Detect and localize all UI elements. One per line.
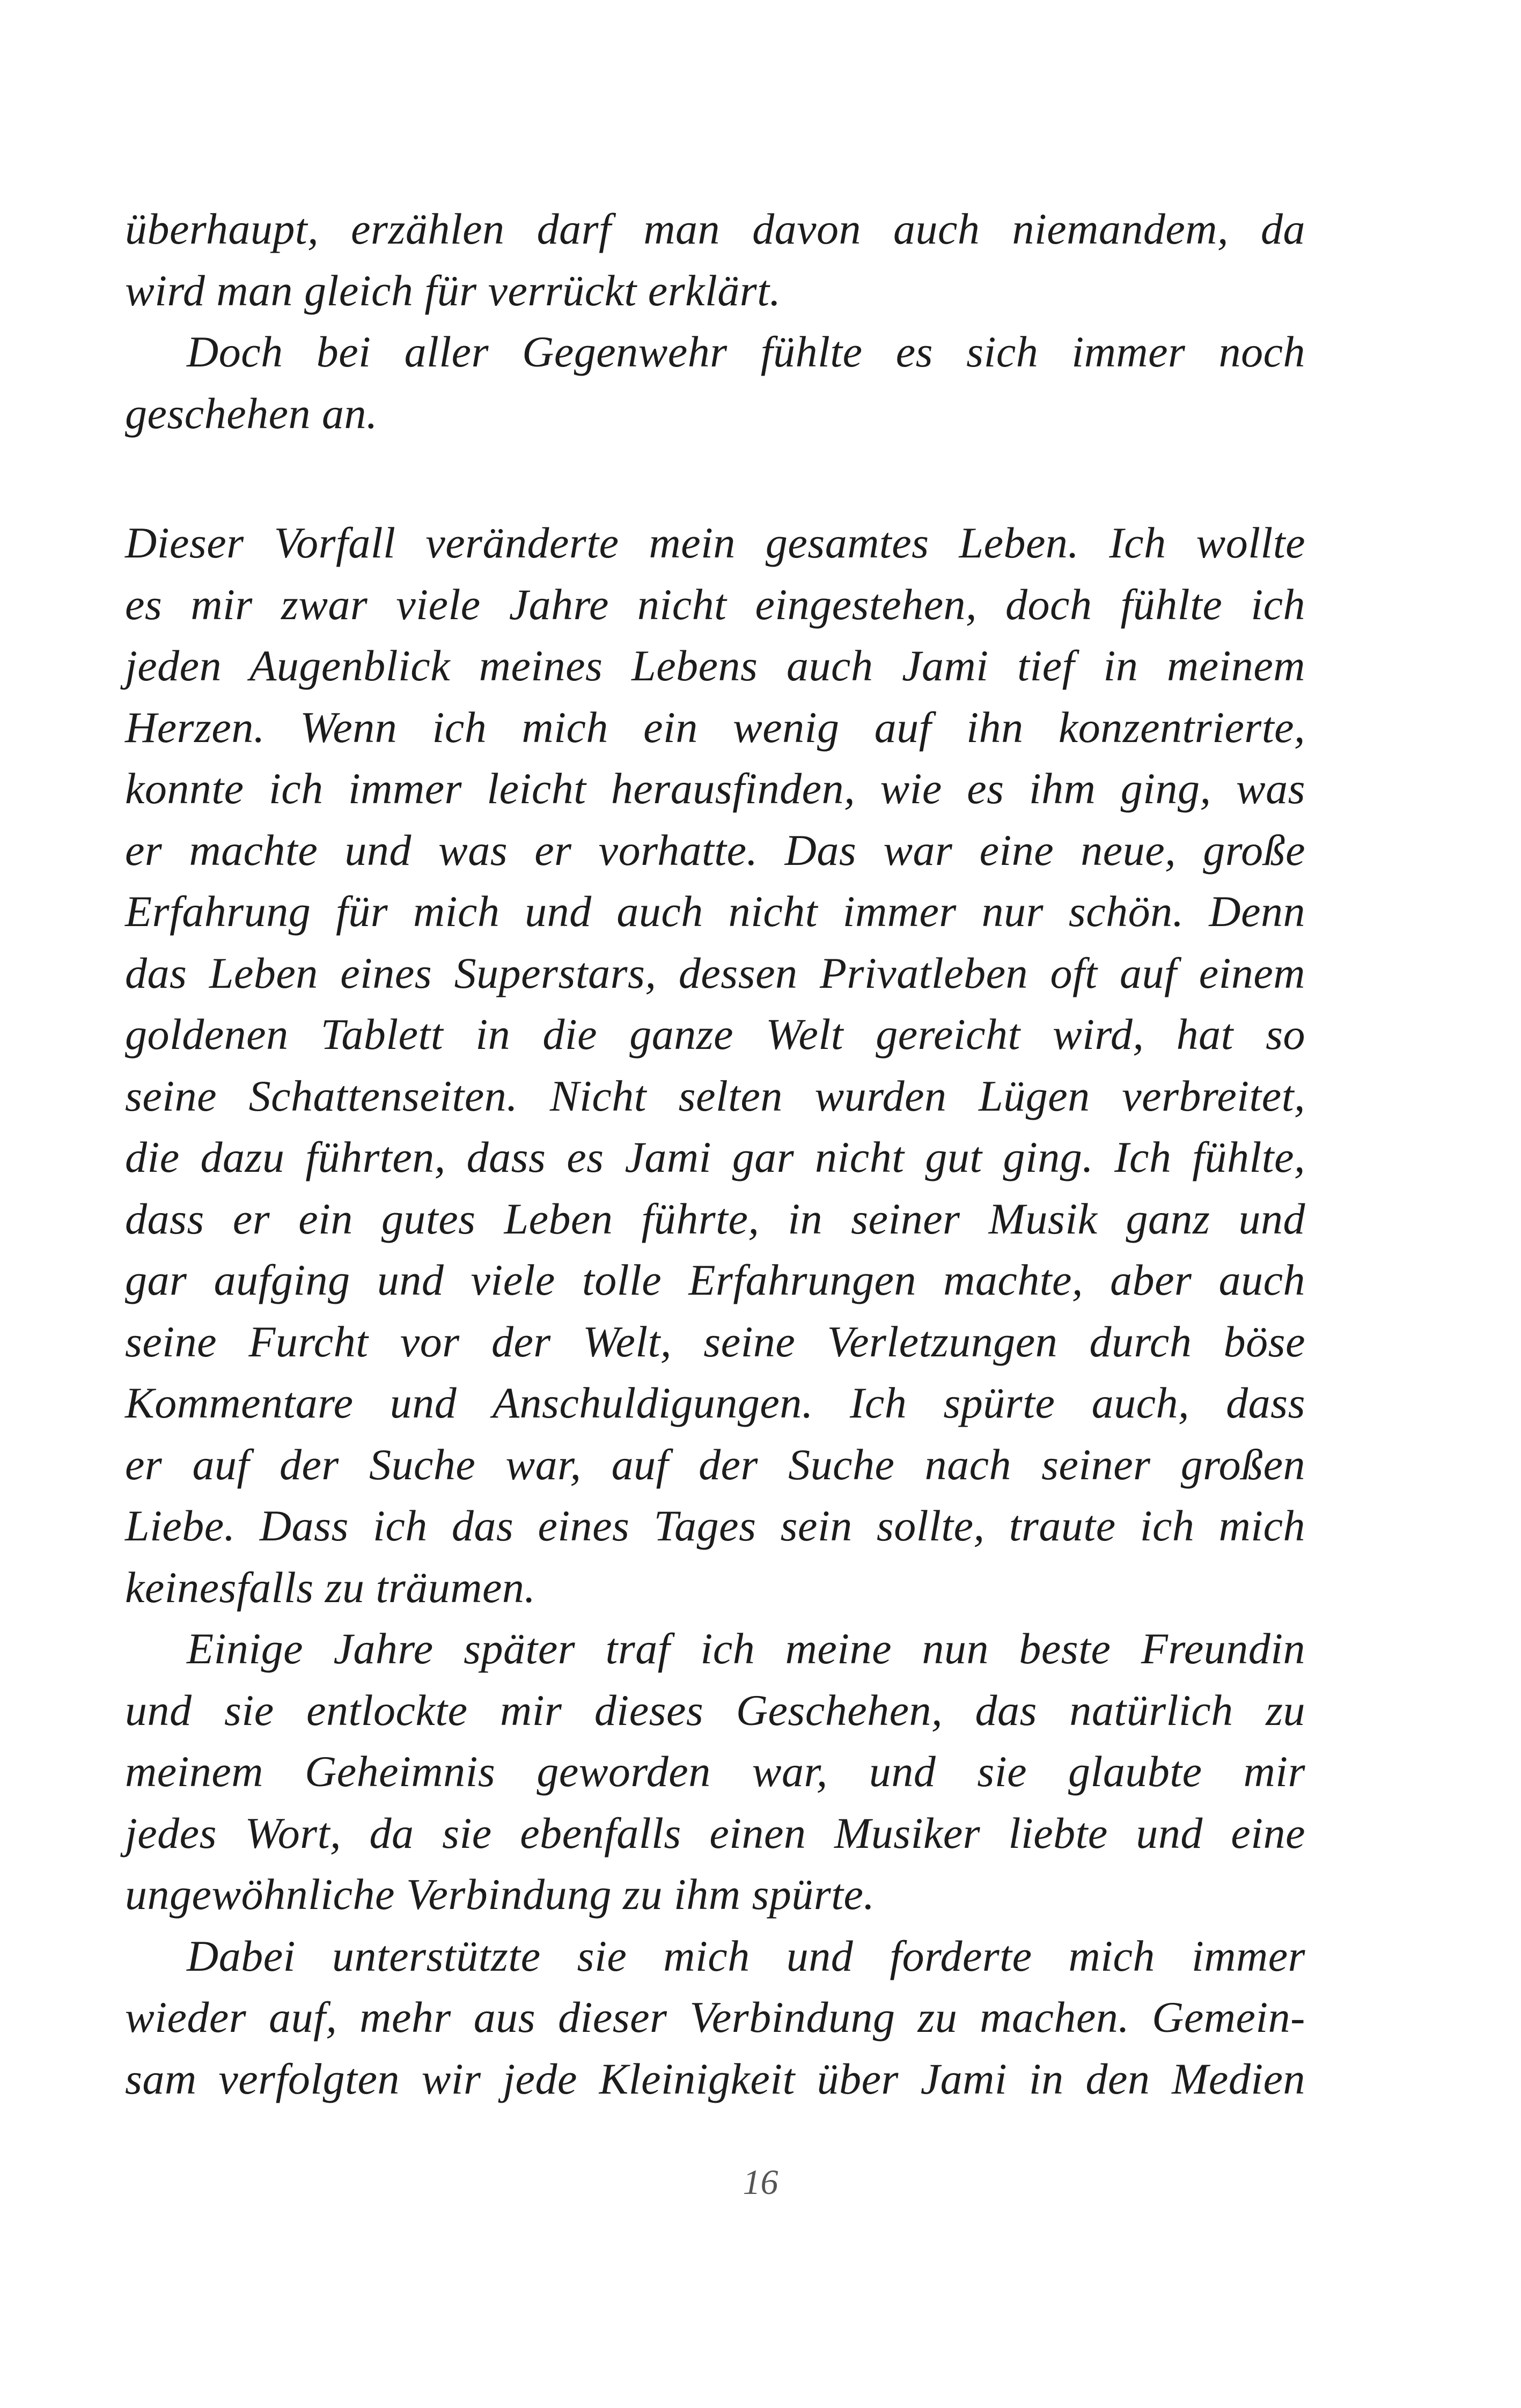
text-line: seine Furcht vor der Welt, seine Verletzungen durch böse [125, 1317, 1305, 1366]
text-line: Liebe. Dass ich das eines Tages sein sollte, traute ich mich [125, 1501, 1305, 1550]
text-line: es mir zwar viele Jahre nicht eingestehen, doch fühlte ich [125, 579, 1305, 629]
text-line: Herzen. Wenn ich mich ein wenig auf ihn konzentrierte, [125, 702, 1305, 752]
text-line: Kommentare und Anschuldigungen. Ich spürte auch, dass [125, 1378, 1305, 1427]
text-line: Erfahrung für mich und auch nicht immer nur schön. Denn [125, 887, 1305, 936]
text-line: meinem Geheimnis geworden war, und sie glaubte mir [125, 1747, 1305, 1796]
text-line: das Leben eines Superstars, dessen Privatleben oft auf einem [125, 948, 1305, 997]
text-line: Doch bei aller Gegenwehr fühlte es sich immer noch [187, 327, 1305, 376]
text-line: überhaupt, erzählen darf man davon auch niemandem, da [125, 204, 1305, 253]
text-line: geschehen an. [125, 388, 378, 438]
text-line: sam verfolgten wir jede Kleinigkeit über Jami in den Medien [125, 2054, 1305, 2103]
text-block-main [125, 512, 1305, 2110]
text-line: Dieser Vorfall veränderte mein gesamtes Leben. Ich wollte [125, 518, 1305, 567]
page-number: 16 [743, 2163, 778, 2202]
text-line: konnte ich immer leicht herausfinden, wie es ihm ging, was [125, 764, 1305, 813]
text-line: gar aufging und viele tolle Erfahrungen machte, aber auch [125, 1256, 1305, 1304]
text-line: und sie entlockte mir dieses Geschehen, das natürlich zu [125, 1685, 1305, 1735]
text-line: ungewöhnliche Verbindung zu ihm spürte. [125, 1870, 875, 1919]
text-line: wieder auf, mehr aus dieser Verbindung zu machen. Gemein- [125, 1993, 1305, 2042]
text-line: dass er ein gutes Leben führte, in seiner Musik ganz und [125, 1194, 1305, 1243]
text-line: keinesfalls zu träumen. [125, 1562, 536, 1612]
text-line: Dabei unterstützte sie mich und forderte mich immer [187, 1931, 1305, 1980]
text-line: er machte und was er vorhatte. Das war eine neue, große [125, 825, 1305, 875]
text-line: Einige Jahre später traf ich meine nun beste Freundin [187, 1624, 1305, 1673]
text-line: wird man gleich für verrückt erklärt. [125, 266, 781, 315]
text-block-top [125, 199, 1305, 444]
text-line: er auf der Suche war, auf der Suche nach seiner großen [125, 1440, 1305, 1489]
text-line: jeden Augenblick meines Lebens auch Jami tief in meinem [125, 641, 1305, 690]
text-line: jedes Wort, da sie ebenfalls einen Musiker liebte und eine [125, 1808, 1305, 1858]
text-line: die dazu führten, dass es Jami gar nicht gut ging. Ich fühlte, [125, 1133, 1305, 1181]
text-line: seine Schattenseiten. Nicht selten wurden Lügen verbreitet, [125, 1071, 1305, 1120]
text-line: goldenen Tablett in die ganze Welt gereicht wird, hat so [125, 1010, 1305, 1059]
